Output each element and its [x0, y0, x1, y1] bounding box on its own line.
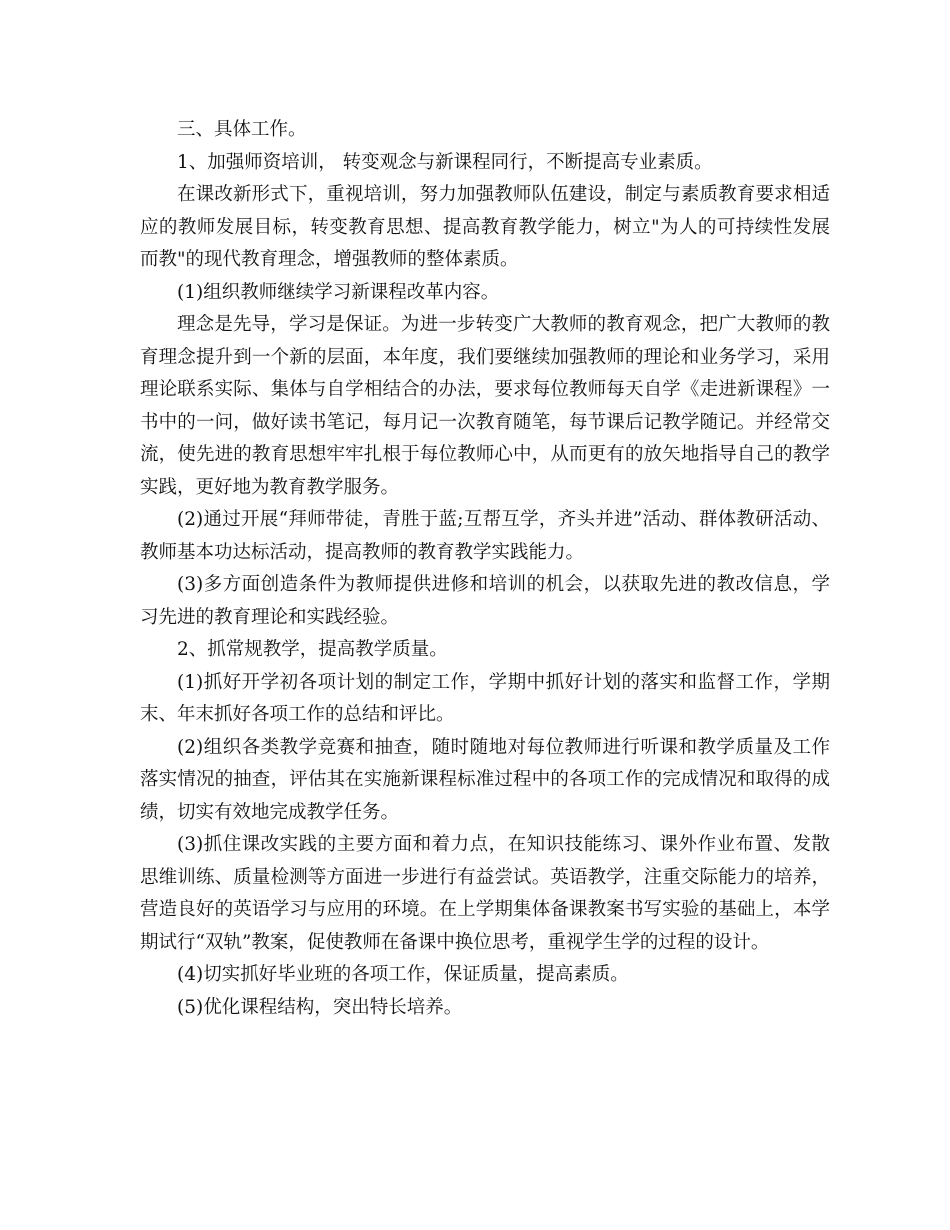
item-3-training-opportunities: (3)多方面创造条件为教师提供进修和培训的机会，以获取先进的教改信息，学习先进的教育理论和实践经验。 [140, 574, 830, 628]
paragraph-training-overview: 在课改新形式下，重视培训，努力加强教师队伍建设，制定与素质教育要求相适应的教师发展目标，转变教育思想、提高教育教学能力，树立"为人的可持续性发展而教"的现代教育理念，增强教师的整体素质。 [140, 184, 830, 270]
document-body [140, 114, 830, 1024]
subsection-heading-regular-teaching: 2、抓常规教学，提高教学质量。 [177, 639, 448, 660]
item-3-curriculum-reform-practice: (3)抓住课改实践的主要方面和着力点，在知识技能练习、课外作业布置、发散思维训练、质量检测等方面进一步进行有益尝试。英语教学，注重交际能力的培养，营造良好的英语学习与应用的环境。在上学期集体备课教案书写实验的基础上，本学期试行“双轨”教案，促使教师在备课中换位思考，重视学生学的过程的设计。 [140, 834, 830, 953]
item-4-graduating-classes: (4)切实抓好毕业班的各项工作，保证质量，提高素质。 [177, 964, 629, 985]
item-1-planning: (1)抓好开学初各项计划的制定工作，学期中抓好计划的落实和监督工作，学期末、年末抓好各项工作的总结和评比。 [140, 671, 830, 725]
item-2-mentoring-activities: (2)通过开展“拜师带徒，青胜于蓝;互帮互学，齐头并进”活动、群体教研活动、教师基本功达标活动，提高教师的教育教学实践能力。 [140, 509, 830, 563]
item-1-new-curriculum-study: (1)组织教师继续学习新课程改革内容。 [177, 281, 500, 303]
item-2-competitions-inspections: (2)组织各类教学竞赛和抽查，随时随地对每位教师进行听课和教学质量及工作落实情况的抽查，评估其在实施新课程标准过程中的各项工作的完成情况和取得的成绩，切实有效地完成教学任务。 [140, 736, 830, 823]
section-heading: 三、具体工作。 [177, 119, 307, 140]
paragraph-study-details: 理念是先导，学习是保证。为进一步转变广大教师的教育观念，把广大教师的教育理念提升到一个新的层面，本年度，我们要继续加强教师的理论和业务学习，采用理论联系实际、集体与自学相结合的办法，要求每位教师每天自学《走进新课程》一书中的一问，做好读书笔记，每月记一次教育随笔，每节课后记教学随记。并经常交流，使先进的教育思想牢牢扎根于每位教师心中，从而更有的放矢地指导自己的教学实践，更好地为教育教学服务。 [140, 314, 830, 498]
item-5-course-structure: (5)优化课程结构，突出特长培养。 [177, 996, 463, 1018]
subsection-heading-teacher-training: 1、加强师资培训， 转变观念与新课程同行，不断提高专业素质。 [177, 151, 713, 173]
